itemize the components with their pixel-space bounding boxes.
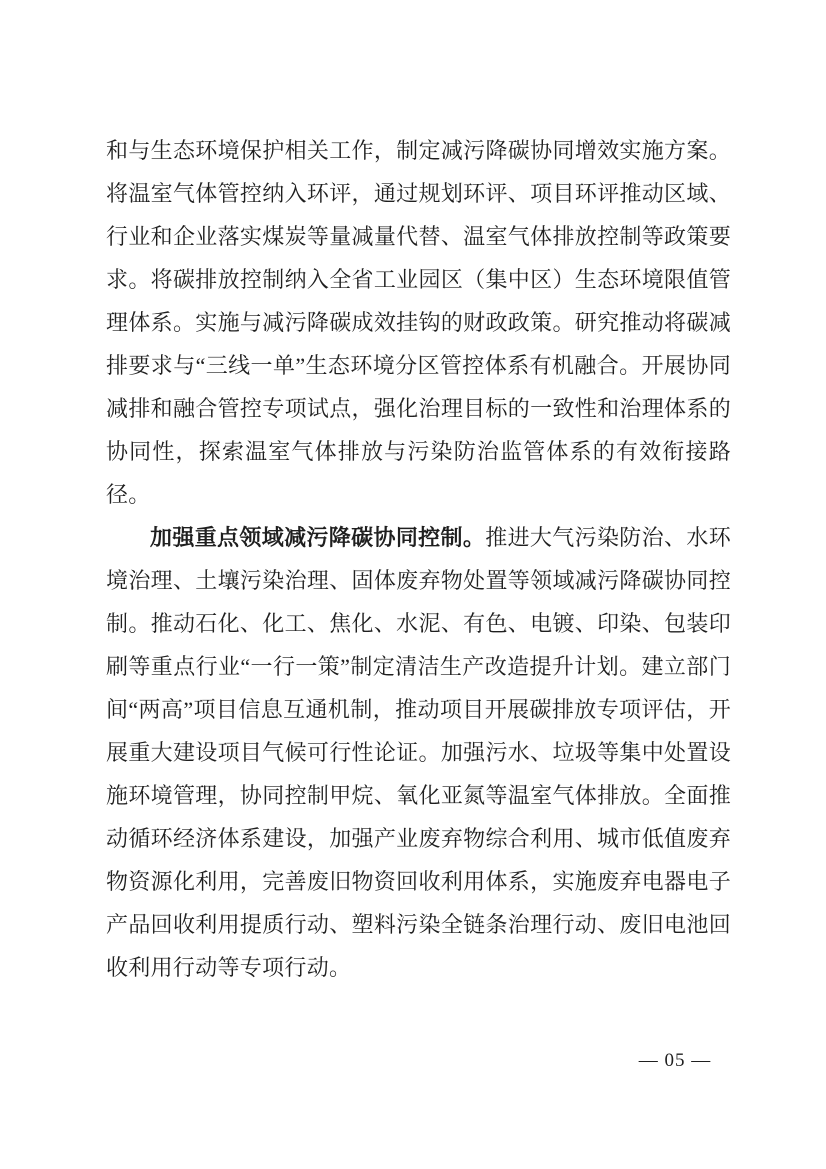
paragraph-text: 推进大气污染防治、水环境治理、土壤污染治理、固体废弃物处置等领域减污降碳协同控制。推动石化、化工、焦化、水泥、有色、电镀、印染、包装印刷等重点行业“一行一策”制定清洁生产改造提升计划。建立部门间“两高”项目信息互通机制，推动项目开展碳排放专项评估，开展重大建设项目气候可行性论证。加强污水、垃圾等集中处置设施环境管理，协同控制甲烷、氧化亚氮等温室气体排放。全面推动循环经济体系建设，加强产业废弃物综合利用、城市低值废弃物资源化利用，完善废旧物资回收利用体系，实施废弃电器电子产品回收利用提质行动、塑料污染全链条治理行动、废旧电池回收利用行动等专项行动。 (106, 525, 731, 980)
paragraph-key-areas (106, 516, 731, 989)
document-body (106, 129, 731, 989)
page-number: — 05 — (638, 1050, 712, 1071)
paragraph-text: 和与生态环境保护相关工作，制定减污降碳协同增效实施方案。将温室气体管控纳入环评，通过规划环评、项目环评推动区域、行业和企业落实煤炭等量减量代替、温室气体排放控制等政策要求。将碳排放控制纳入全省工业园区（集中区）生态环境限值管理体系。实施与减污降碳成效挂钩的财政政策。研究推动将碳减排要求与“三线一单”生态环境分区管控体系有机融合。开展协同减排和融合管控专项试点，强化治理目标的一致性和治理体系的协同性，探索温室气体排放与污染防治监管体系的有效衔接路径。 (106, 138, 731, 507)
paragraph-continuation (106, 129, 731, 516)
paragraph-lead-bold: 加强重点领域减污降碳协同控制。 (150, 525, 486, 550)
